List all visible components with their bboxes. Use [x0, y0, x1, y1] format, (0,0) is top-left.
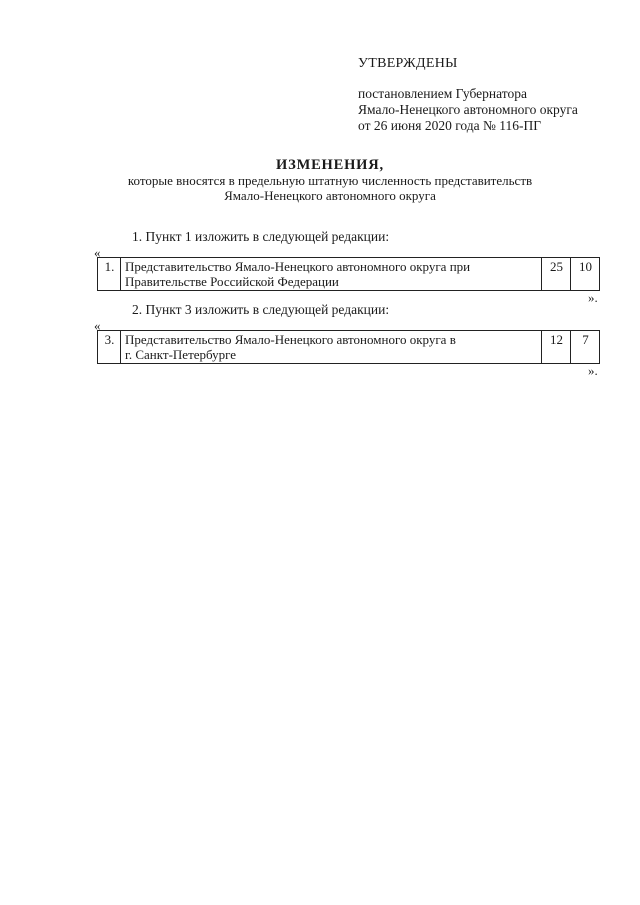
approval-line-1: постановлением Губернатора	[358, 86, 527, 101]
row-value-1: 25	[542, 258, 571, 291]
row-value-2: 10	[571, 258, 600, 291]
table-row	[98, 331, 600, 364]
row-number: 3.	[98, 331, 121, 364]
item-2-open-quote: «	[94, 318, 101, 333]
approval-line-2: Ямало-Ненецкого автономного округа	[358, 102, 578, 117]
row-name-line-2: г. Санкт-Петербурге	[125, 347, 237, 362]
row-value-2: 7	[571, 331, 600, 364]
item-1-close-quote: ».	[588, 290, 598, 305]
row-value-1: 12	[542, 331, 571, 364]
approval-title: УТВЕРЖДЕНЫ	[358, 56, 458, 71]
heading-subtitle-line-1: которые вносятся в предельную штатную численность представительств	[127, 173, 533, 188]
item-2-close-quote: ».	[588, 363, 598, 378]
item-1-table	[97, 257, 600, 291]
item-1-instruction: 1. Пункт 1 изложить в следующей редакции:	[132, 229, 390, 244]
row-name-line-2: Правительстве Российской Федерации	[125, 274, 339, 289]
row-name-line-1: Представительство Ямало-Ненецкого автономного округа при	[125, 259, 471, 274]
document-heading	[90, 157, 570, 203]
item-2-instruction: 2. Пункт 3 изложить в следующей редакции:	[132, 302, 390, 317]
item-1-open-quote: «	[94, 245, 101, 260]
row-name	[121, 331, 542, 364]
heading-subtitle-line-2: Ямало-Ненецкого автономного округа	[224, 188, 436, 203]
item-2-table	[97, 330, 600, 364]
approval-block	[358, 56, 578, 134]
table-row	[98, 258, 600, 291]
row-name-line-1: Представительство Ямало-Ненецкого автономного округа в	[125, 332, 456, 347]
approval-line-3: от 26 июня 2020 года № 116-ПГ	[358, 118, 542, 133]
heading-title: ИЗМЕНЕНИЯ,	[276, 157, 384, 173]
row-number: 1.	[98, 258, 121, 291]
row-name	[121, 258, 542, 291]
